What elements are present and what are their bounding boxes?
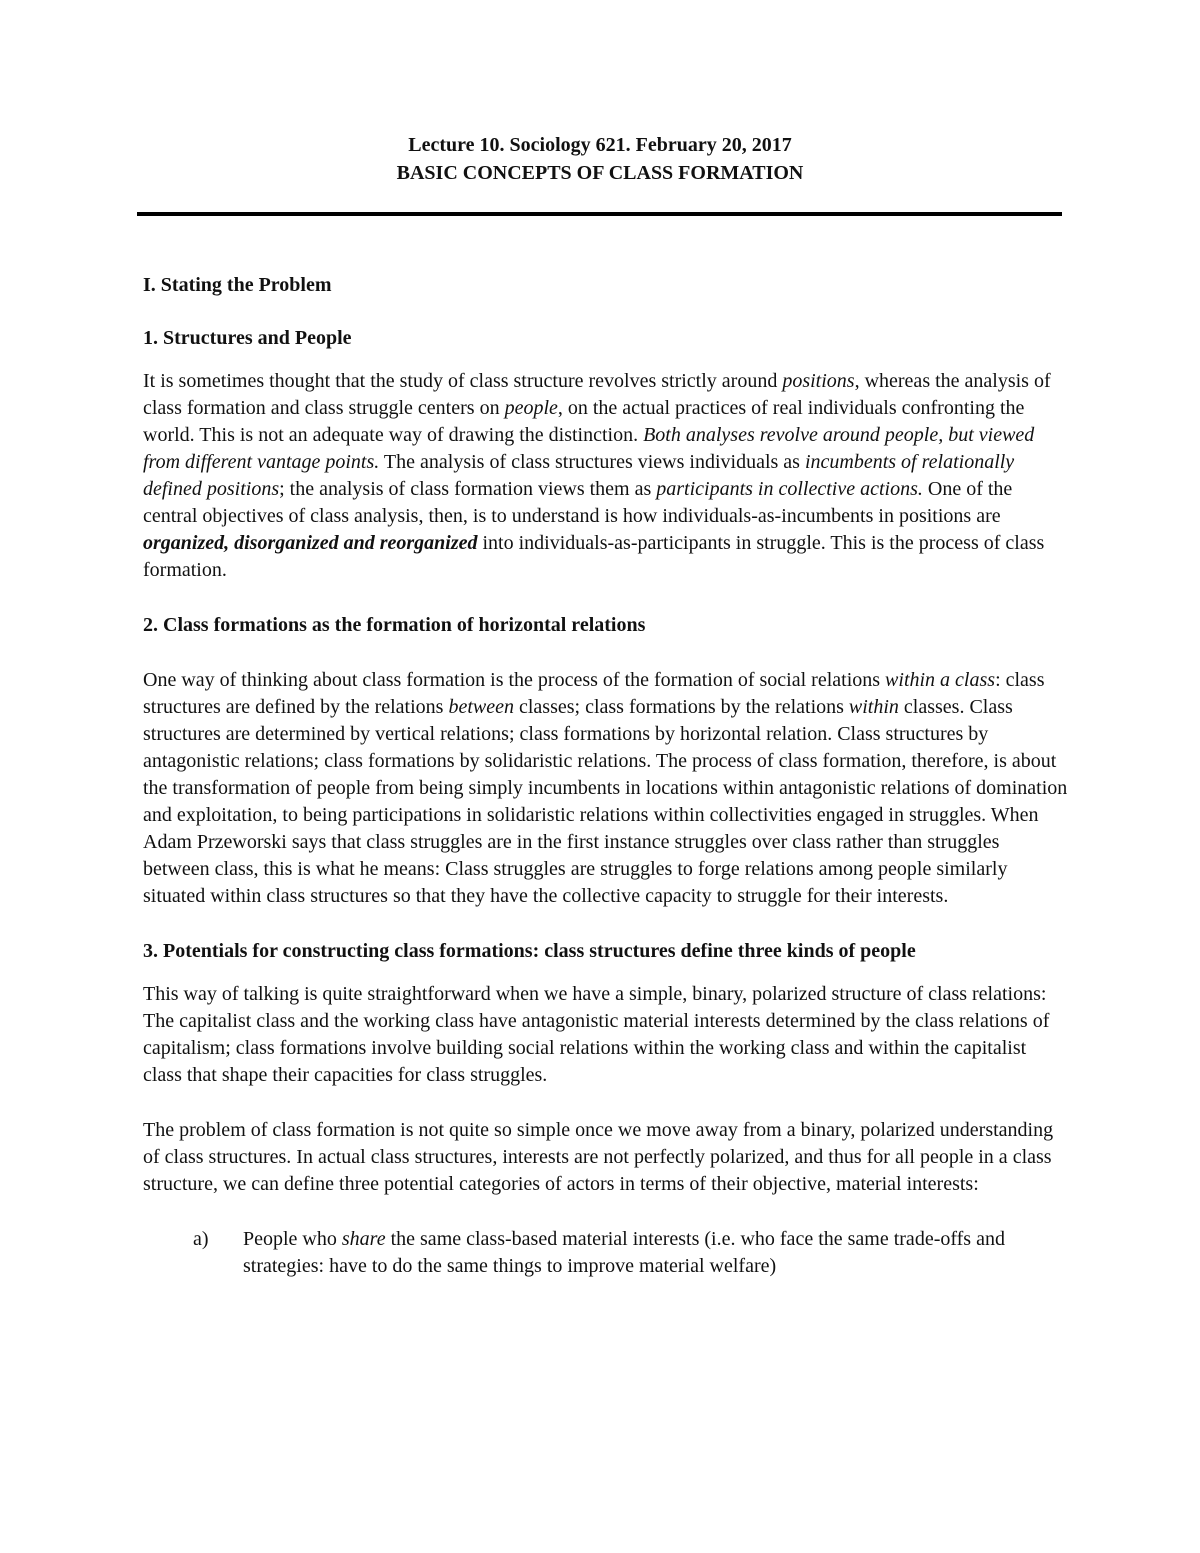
paragraph-3: This way of talking is quite straightforward when we have a simple, binary, polarized structure of class relations: The capitalist class and the working class have antagonistic material interests determined by the class relations of capitalism; class formations involve building social relations within the working class and within the capitalist class that shape their capacities for class struggles.	[143, 983, 1050, 1086]
italic-run: positions	[782, 370, 855, 392]
text-run: classes. Class structures are determined by vertical relations; class formations by horizontal relation. Class structures by antagonistic relations; class formations by solidaristic relations. The process of class formation, therefore, is about the transformation of people from being simply incumbents in locations within antagonistic relations of domination and exploitation, to being participations in solidaristic relations within collectivities engaged in struggles. When Adam Przeworski says that class struggles are in the first instance struggles over class rather than struggles between class, this is what he means: Class struggles are struggles to forge relations among people similarly situated within class structures so that they have the collective capacity to struggle for their interests.	[143, 696, 1068, 907]
list-marker: a)	[193, 1228, 209, 1250]
text-run: into individuals-as-participants in struggle. This is the process of class formation.	[143, 532, 1045, 581]
subsection-heading-2: 2. Class formations as the formation of horizontal relations	[143, 614, 646, 636]
text-run: , whereas the analysis of class formation and class struggle centers on	[143, 370, 1051, 419]
italic-run: within	[848, 696, 899, 718]
italic-run: people	[504, 397, 558, 419]
list-item-text	[243, 1226, 1053, 1280]
lecture-subtitle: BASIC CONCEPTS OF CLASS FORMATION	[396, 162, 804, 184]
lecture-title: Lecture 10. Sociology 621. February 20, 2017	[408, 134, 792, 156]
text-run: , on the actual practices of real individuals confronting the world. This is not an adequate way of drawing the distinction.	[143, 397, 1025, 446]
text-run: One of the central objectives of class analysis, then, is to understand is how individuals-as-incumbents in positions are	[143, 478, 1013, 527]
italic-run: participants in collective actions.	[656, 478, 923, 500]
document-body	[143, 272, 1068, 1280]
italic-run: Both analyses revolve around people, but viewed from different vantage points.	[143, 424, 1035, 473]
subsection-heading-1: 1. Structures and People	[143, 327, 352, 349]
paragraph-2	[143, 667, 1068, 910]
subsection-heading-3: 3. Potentials for constructing class formations: class structures define three kinds of people	[143, 940, 916, 962]
text-run: The analysis of class structures views individuals as	[379, 451, 805, 473]
text-run: One way of thinking about class formation is the process of the formation of social relations	[143, 669, 886, 691]
text-run: : class structures are defined by the relations	[143, 669, 1045, 718]
bold-italic-run: organized, disorganized and reorganized	[143, 532, 478, 554]
text-run: People who	[243, 1228, 342, 1250]
italic-run: share	[341, 1228, 386, 1250]
header-rule	[137, 212, 1062, 216]
text-run: ; the analysis of class formation views them as	[279, 478, 657, 500]
italic-run: between	[448, 696, 514, 718]
list-item	[143, 1226, 1068, 1280]
text-run: It is sometimes thought that the study of class structure revolves strictly around	[143, 370, 783, 392]
paragraph-1	[143, 368, 1068, 584]
document-header	[0, 131, 1200, 187]
italic-run: incumbents of relationally defined positions	[143, 451, 1015, 500]
text-run: the same class-based material interests (i.e. who face the same trade-offs and strategies: have to do the same things to improve material welfare)	[243, 1228, 1005, 1277]
section-heading: I. Stating the Problem	[143, 274, 332, 296]
text-run: classes; class formations by the relations	[513, 696, 849, 718]
paragraph-4: The problem of class formation is not quite so simple once we move away from a binary, polarized understanding of class structures. In actual class structures, interests are not perfectly polarized, and thus for all people in a class structure, we can define three potential categories of actors in terms of their objective, material interests:	[143, 1119, 1054, 1195]
italic-run: within a class	[885, 669, 996, 691]
